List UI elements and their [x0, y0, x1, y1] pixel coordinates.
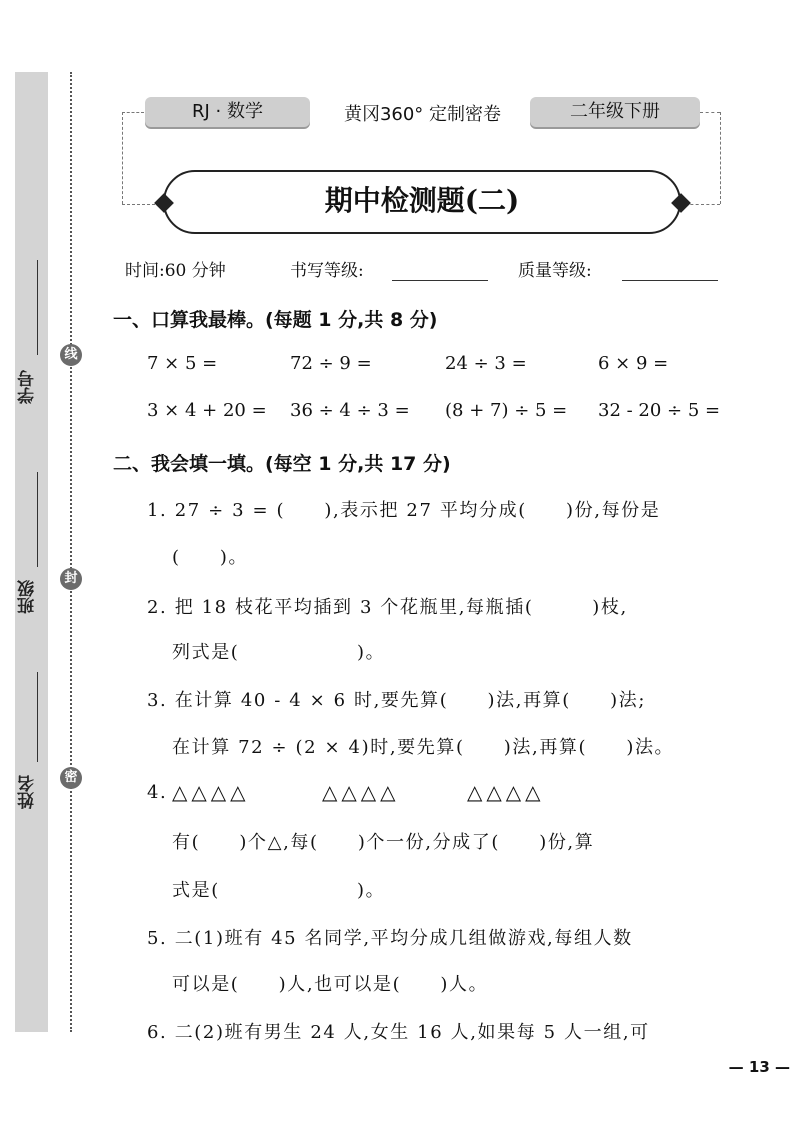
question-6-line1: 6. 二(2)班有男生 24 人,女生 16 人,如果每 5 人一组,可	[147, 1022, 650, 1043]
calc-item: 32 - 20 ÷ 5 =	[598, 400, 721, 421]
question-2-line2: 列式是( )。	[172, 642, 386, 663]
name-line	[37, 672, 38, 762]
class-line	[37, 472, 38, 567]
frame-right-side	[720, 112, 721, 204]
question-1-line1: 1. 27 ÷ 3 = ( ),表示把 27 平均分成( )份,每份是	[147, 500, 661, 521]
student-no-line	[37, 260, 38, 355]
calc-item: 3 × 4 + 20 =	[147, 400, 267, 421]
calc-item: 36 ÷ 4 ÷ 3 =	[290, 400, 410, 421]
calc-item: (8 + 7) ÷ 5 =	[445, 400, 568, 421]
question-5-line1: 5. 二(1)班有 45 名同学,平均分成几组做游戏,每组人数	[147, 928, 633, 949]
calc-item: 72 ÷ 9 =	[290, 353, 372, 374]
seal-feng: 封	[60, 568, 82, 590]
section1-heading: 一、口算我最棒。(每题 1 分,共 8 分)	[113, 309, 438, 331]
frame-left-top	[122, 112, 144, 113]
seal-mi: 密	[60, 767, 82, 789]
subject-pill: RJ · 数学	[145, 97, 310, 127]
calc-item: 6 × 9 =	[598, 353, 669, 374]
triangle-group: △△△△	[172, 780, 250, 804]
writing-grade-label: 书写等级:	[290, 261, 364, 281]
seal-xian: 线	[60, 344, 82, 366]
question-4-line3: 式是( )。	[172, 880, 386, 901]
student-no-label: 学号	[18, 370, 38, 404]
frame-left-side	[122, 112, 123, 204]
triangle-group: △△△△	[322, 780, 400, 804]
question-1-line2: ( )。	[172, 547, 249, 568]
time-label: 时间:60 分钟	[125, 261, 226, 281]
question-3-line1: 3. 在计算 40 - 4 × 6 时,要先算( )法,再算( )法;	[147, 690, 646, 711]
question-3-line2: 在计算 72 ÷ (2 × 4)时,要先算( )法,再算( )法。	[172, 737, 675, 758]
section2-heading: 二、我会填一填。(每空 1 分,共 17 分)	[113, 453, 451, 475]
question-2-line1: 2. 把 18 枝花平均插到 3 个花瓶里,每瓶插( )枝,	[147, 597, 628, 618]
binding-strip	[15, 72, 48, 1032]
brand-text: 黄冈360° 定制密卷	[343, 104, 502, 125]
page-number: — 13 —	[728, 1058, 790, 1076]
frame-right-top	[700, 112, 720, 113]
frame-right-bottom	[685, 204, 720, 205]
page-title: 期中检测题(二)	[163, 170, 681, 234]
cut-line	[70, 72, 72, 1032]
quality-grade-label: 质量等级:	[518, 261, 592, 281]
question-4-line2: 有( )个△,每( )个一份,分成了( )份,算	[172, 832, 595, 853]
question-5-line2: 可以是( )人,也可以是( )人。	[172, 974, 489, 995]
grade-pill: 二年级下册	[530, 97, 700, 127]
class-label: 班级	[18, 580, 38, 614]
name-label: 姓名	[18, 775, 38, 809]
question-4-label: 4.	[147, 782, 168, 803]
calc-item: 7 × 5 =	[147, 353, 218, 374]
quality-grade-field[interactable]	[622, 262, 718, 281]
writing-grade-field[interactable]	[392, 262, 488, 281]
calc-item: 24 ÷ 3 =	[445, 353, 527, 374]
triangle-group: △△△△	[467, 780, 545, 804]
